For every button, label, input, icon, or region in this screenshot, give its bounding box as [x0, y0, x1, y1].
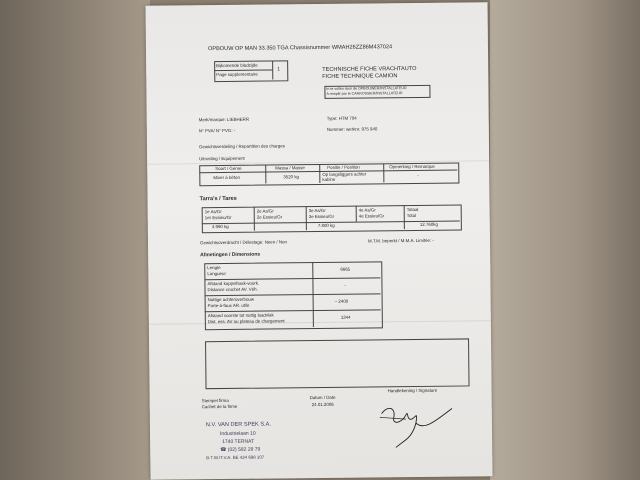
document-title: OPBOUW OP MAN 33.350 TGA Chassisnummer WMAH26ZZ86M437024 — [207, 44, 393, 53]
background-right — [490, 0, 640, 480]
tares-value: 7.800 kg — [317, 222, 335, 229]
page-box-divider — [272, 60, 273, 79]
remarks-box — [205, 338, 469, 389]
tares-value: 4.960 kg — [211, 223, 229, 230]
delestage-field: Gewichtsoverdracht / Délestage: Neen / Non — [199, 239, 287, 246]
fiche-title-nl: TECHNISCHE FICHE VRACHTAUTO — [322, 65, 417, 73]
mtm-field: M.T.M. beperkt / M.M.A. Limitée: - — [367, 237, 434, 244]
company-street: Industrielaan 10 — [219, 430, 256, 438]
number-field: Nummer: werknr. 975 940 — [326, 126, 378, 132]
stamp-label-nl: Stempel firma — [201, 397, 229, 404]
date-value: 24.01.2006 — [311, 401, 334, 408]
dimension-label-nl: Nuttige achteroverbouw — [207, 296, 255, 303]
stamp-label-fr: Cachet de la firme — [201, 403, 238, 410]
date-label: Datum / Date — [309, 394, 336, 401]
background-left — [0, 0, 150, 480]
dimension-value: 6665 — [340, 266, 351, 272]
equipment-header: Positie / Position — [327, 164, 360, 170]
dimension-label-nl: Lengte — [207, 265, 221, 271]
tares-header-fr: 3e Essieu/Gr — [308, 213, 335, 220]
tares-header-nl: Totaal — [406, 206, 419, 213]
equipment-header: Opmerking / Remarque — [389, 163, 435, 170]
company-vat: B.T.W./T.V.A. BE 424 698 107 — [206, 454, 265, 461]
tares-title: Tarra's / Tares — [199, 195, 237, 203]
tares-header-fr: Total — [406, 212, 417, 219]
dimension-label-fr: Porte-à-faux AR. utile — [207, 302, 250, 309]
equipment-cell: 3520 kg — [283, 174, 299, 180]
equipment-header: Soort / Genre — [215, 165, 242, 172]
col-line — [265, 165, 266, 184]
dimensions-title: Afmetingen / Dimensions — [200, 251, 261, 259]
tares-header-nl: 2e As/Gr — [256, 208, 274, 214]
equipment-cell: Op langsliggers achter — [322, 171, 367, 177]
dimension-label-nl: Afstand voorste tot nuttig laadvlak — [207, 312, 274, 319]
dimension-value: 1344 — [340, 314, 351, 320]
tares-header-fr: 4e Essieu/Gr — [358, 213, 385, 219]
company-city: 1740 TERNAT — [222, 438, 255, 446]
page-box-label-nl: Bijkomende bladzijde — [216, 62, 258, 69]
equipment-header: Massa / Masse — [275, 165, 305, 171]
dimension-label-fr: Distance crochet AV. Véh. — [207, 286, 258, 293]
weight-distribution-title: Gewichtsverdeling / Repartition des charges — [198, 143, 285, 150]
col-line — [383, 163, 384, 182]
page-number: 1 — [277, 66, 281, 73]
tares-header-fr: 2e Essieu/Gr — [256, 214, 283, 220]
dimension-label-fr: Longueur — [207, 270, 226, 277]
tares-header-nl: 1e As/Gr — [204, 209, 222, 215]
pva-field: N° PVA/ N° PVG: - — [198, 127, 236, 134]
dimension-value: - — [344, 282, 346, 288]
equipment-cell: - — [417, 172, 419, 178]
equipment-cell: kabine — [322, 176, 336, 182]
dimension-value: ~ 2400 — [334, 298, 349, 304]
equipment-cell: Mixer à béton — [213, 174, 240, 181]
page-box-label-fr: Page supplementaire — [216, 71, 258, 78]
make-field: Merk/marque: LIEBHERR — [198, 116, 250, 123]
tares-header-fr: 1er Essieu/Gr — [204, 214, 232, 221]
dimension-label-fr: Dist. ess. AV au plateau de chargement — [207, 318, 285, 325]
installer-note-fr: A remplir par le CARROSSIER/INSTALLATEUR — [326, 90, 403, 96]
tares-header-nl: 4e As/Gr — [358, 207, 376, 213]
signature-label: Handtekening / Signature — [387, 387, 438, 394]
col-line — [319, 164, 320, 183]
installer-note-nl: In te vullen door de OPBOUWER/INSTALLATEUR — [326, 86, 407, 91]
document-sheet — [146, 2, 493, 480]
tares-value: 12.760kg — [419, 221, 438, 227]
dimension-label-nl: Afstand koppelhask-voork. — [207, 280, 260, 287]
col-line — [356, 206, 357, 222]
tares-header-nl: 3e As/Gr — [308, 207, 326, 214]
company-phone: ☎ (02) 582 29 79 — [220, 446, 261, 454]
equipment-title: Uitrusting / Equipement — [199, 155, 245, 162]
company-name: N.V. VAN DER SPEK S.A. — [205, 421, 271, 429]
type-field: Type: HTM 704 — [326, 115, 357, 121]
fiche-title-fr: FICHE TECHNIQUE CAMION — [322, 73, 398, 80]
handwritten-signature — [376, 401, 463, 454]
